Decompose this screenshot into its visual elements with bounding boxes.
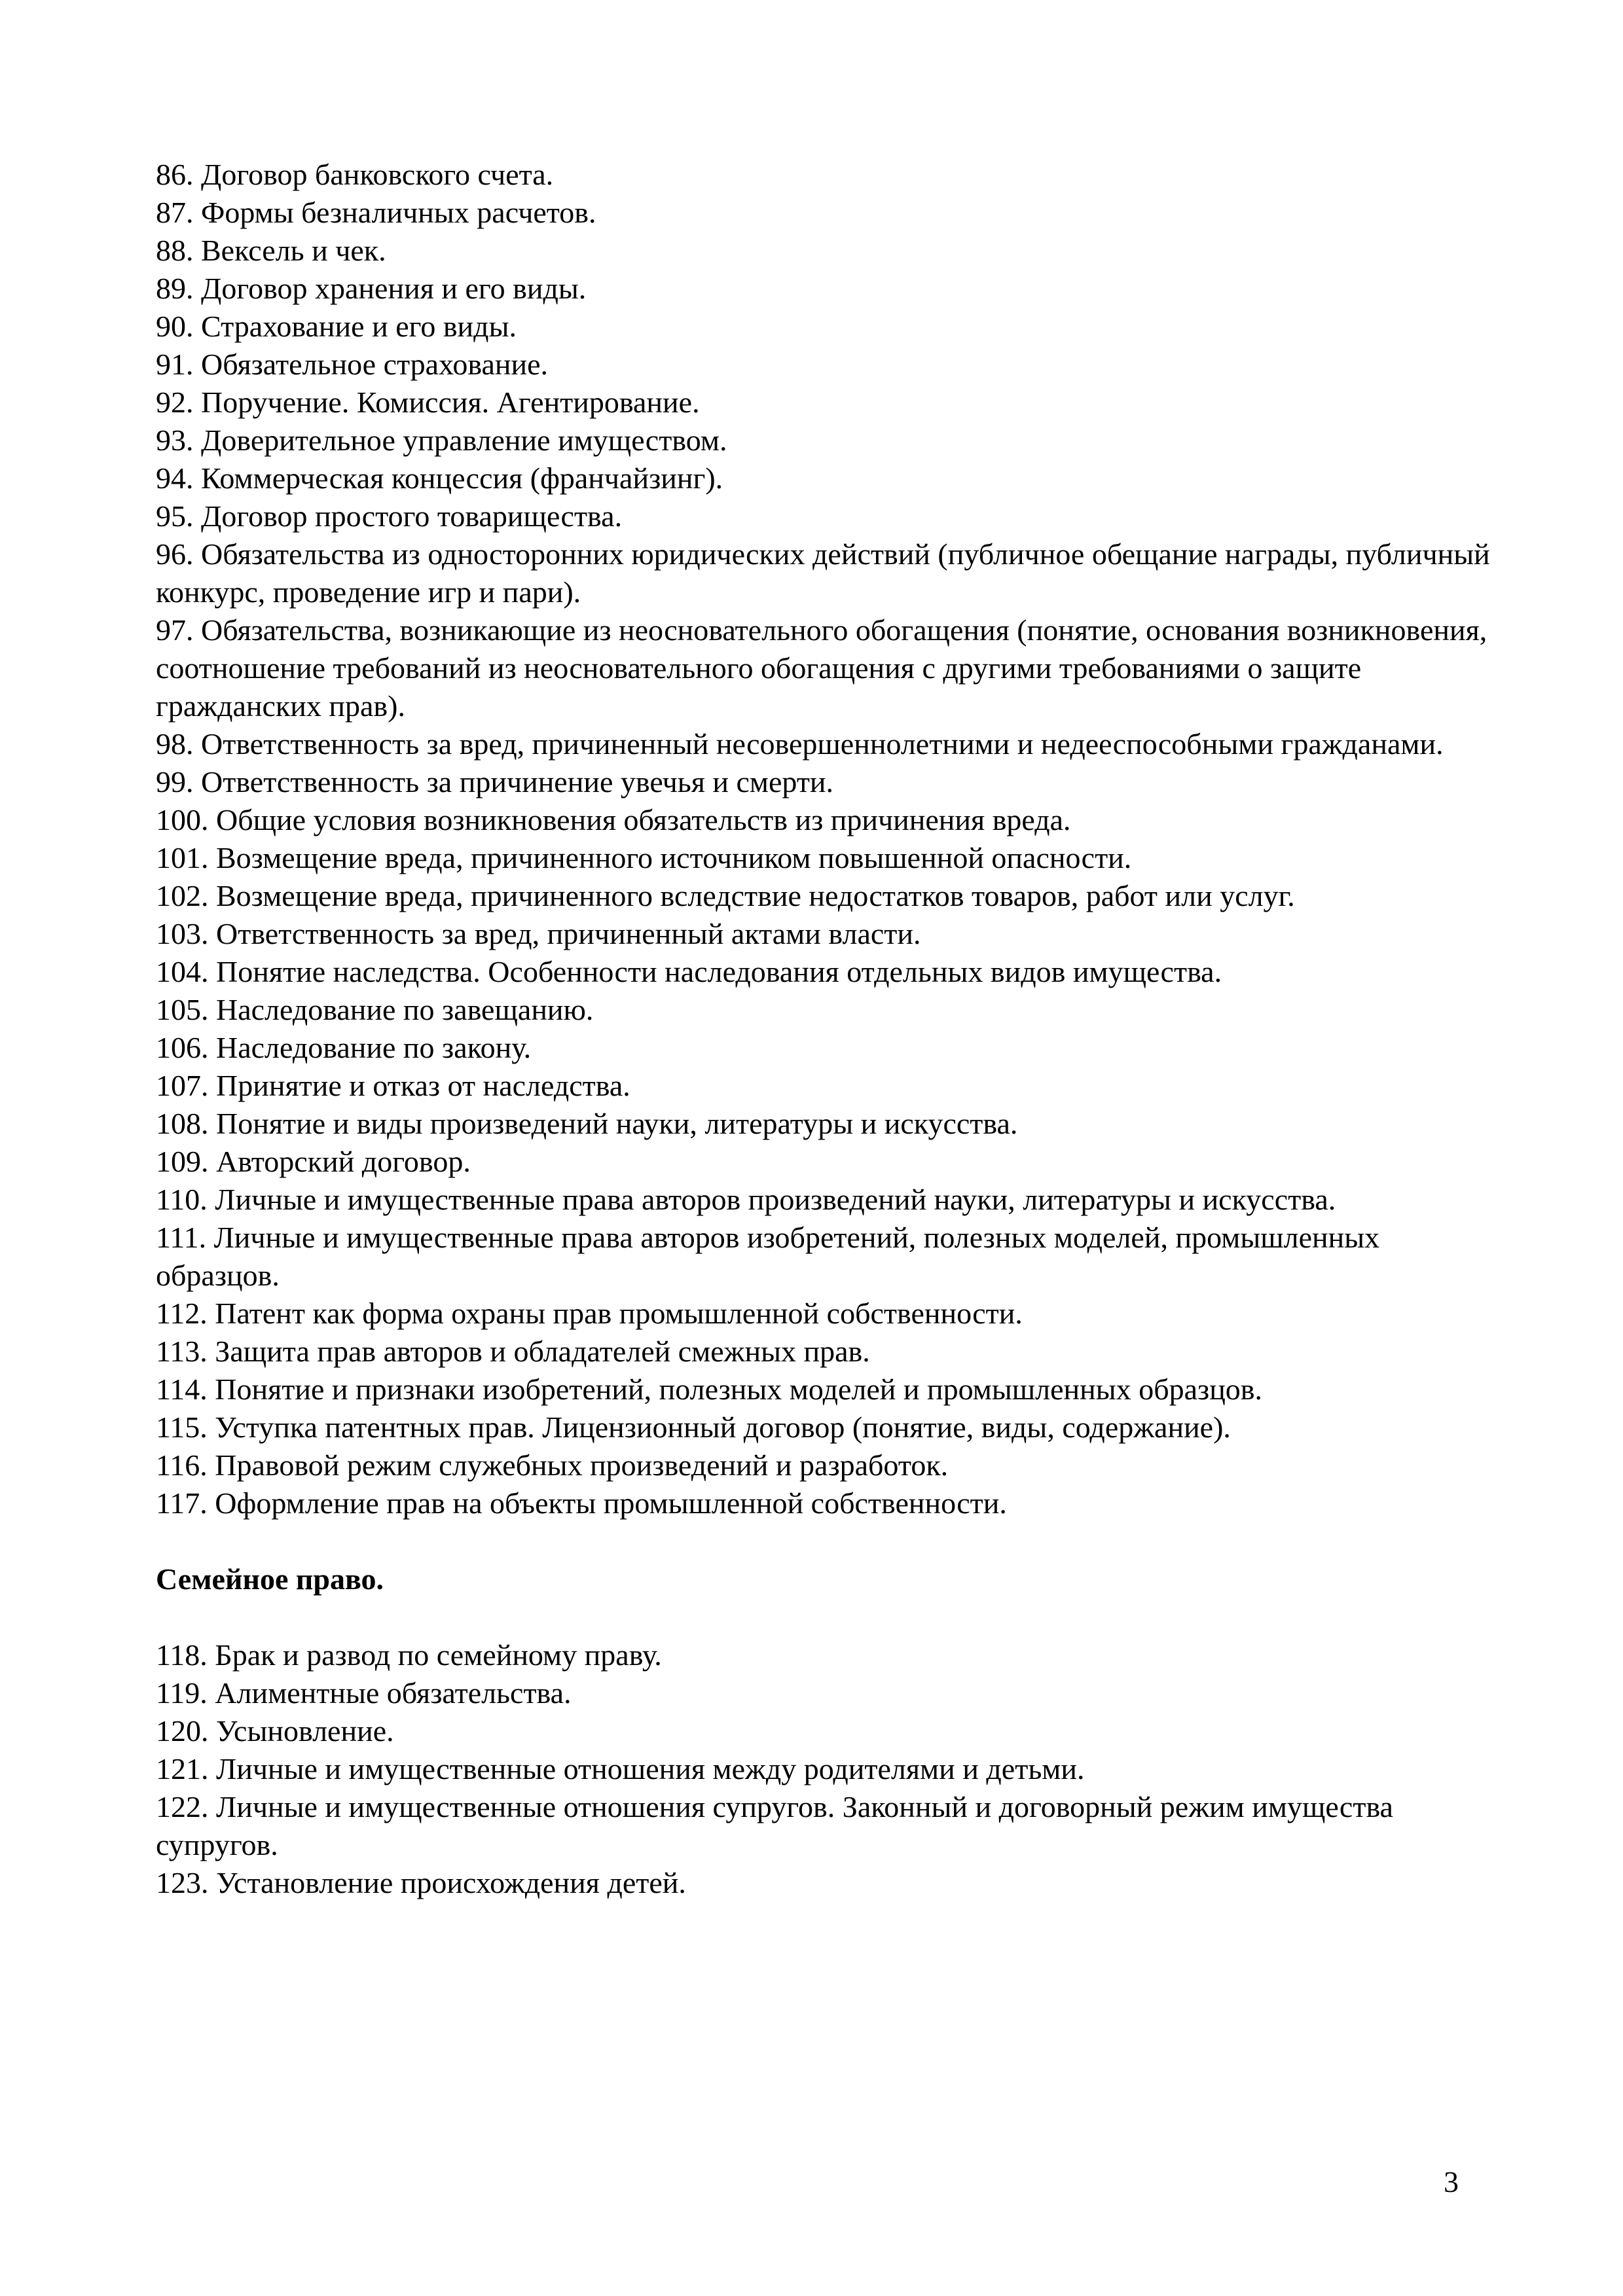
list-item: 109. Авторский договор. [156, 1145, 471, 1178]
list-item: 94. Коммерческая концессия (франчайзинг). [156, 461, 723, 495]
list-item: 106. Наследование по закону. [156, 1031, 532, 1064]
list-item: 100. Общие условия возникновения обязательств из причинения вреда. [156, 803, 1071, 836]
list-item: 121. Личные и имущественные отношения между родителями и детьми. [156, 1752, 1085, 1785]
list-item: 87. Формы безналичных расчетов. [156, 196, 596, 229]
list-item: 113. Защита прав авторов и обладателей смежных прав. [156, 1335, 870, 1368]
list-item: 105. Наследование по завещанию. [156, 993, 594, 1026]
list-item: 107. Принятие и отказ от наследства. [156, 1069, 630, 1102]
list-item: 92. Поручение. Комиссия. Агентирование. [156, 386, 700, 419]
list-item: 123. Установление происхождения детей. [156, 1866, 686, 1899]
list-item: 120. Усыновление. [156, 1714, 394, 1748]
list-item: 93. Доверительное управление имуществом. [156, 423, 727, 457]
list-item: 114. Понятие и признаки изобретений, полезных моделей и промышленных образцов. [156, 1372, 1263, 1406]
section-title-family-law: Семейное право. [156, 1562, 384, 1596]
list-item: 104. Понятие наследства. Особенности наследования отдельных видов имущества. [156, 955, 1222, 988]
list-item: 112. Патент как форма охраны прав промышленной собственности. [156, 1297, 1023, 1330]
list-item: 118. Брак и развод по семейному праву. [156, 1638, 662, 1672]
list-item: 89. Договор хранения и его виды. [156, 272, 587, 305]
list-item: 119. Алиментные обязательства. [156, 1676, 572, 1710]
list-item: 115. Уступка патентных прав. Лицензионный договор (понятие, виды, содержание). [156, 1410, 1231, 1444]
list-item: 99. Ответственность за причинение увечья и смерти. [156, 765, 834, 798]
list-item: 101. Возмещение вреда, причиненного источником повышенной опасности. [156, 841, 1132, 874]
list-item: 95. Договор простого товарищества. [156, 499, 623, 533]
list-item: 88. Вексель и чек. [156, 234, 386, 267]
list-item: 98. Ответственность за вред, причиненный несовершеннолетними и недееспособными гражданами. [156, 727, 1444, 761]
page-number: 3 [1444, 2165, 1459, 2198]
list-item: 117. Оформление прав на объекты промышленной собственности. [156, 1486, 1007, 1520]
list-item: 122. Личные и имущественные отношения супругов. Законный и договорный режим имущества супругов. [156, 1790, 1393, 1861]
question-list-family-law [156, 1636, 1491, 1902]
list-item: 96. Обязательства из односторонних юридических действий (публичное обещание награды, публичный конкурс, проведение игр и пари). [156, 537, 1490, 609]
list-item: 116. Правовой режим служебных произведений и разработок. [156, 1448, 949, 1482]
list-item: 86. Договор банковского счета. [156, 158, 554, 191]
question-list-civil-law [156, 156, 1491, 1522]
list-item: 90. Страхование и его виды. [156, 310, 517, 343]
list-item: 103. Ответственность за вред, причиненный актами власти. [156, 917, 921, 950]
list-item: 91. Обязательное страхование. [156, 348, 549, 381]
list-item: 102. Возмещение вреда, причиненного вследствие недостатков товаров, работ или услуг. [156, 879, 1295, 912]
list-item: 110. Личные и имущественные права авторов произведений науки, литературы и искусства. [156, 1183, 1336, 1216]
document-page [156, 156, 1491, 1902]
list-item: 111. Личные и имущественные права авторов изобретений, полезных моделей, промышленных образцов. [156, 1221, 1380, 1292]
list-item: 108. Понятие и виды произведений науки, литературы и искусства. [156, 1107, 1018, 1140]
list-item: 97. Обязательства, возникающие из неосновательного обогащения (понятие, основания возникновения, соотношение требований из неосновательного обогащения с другими требованиями о защите гражданских прав). [156, 613, 1487, 723]
